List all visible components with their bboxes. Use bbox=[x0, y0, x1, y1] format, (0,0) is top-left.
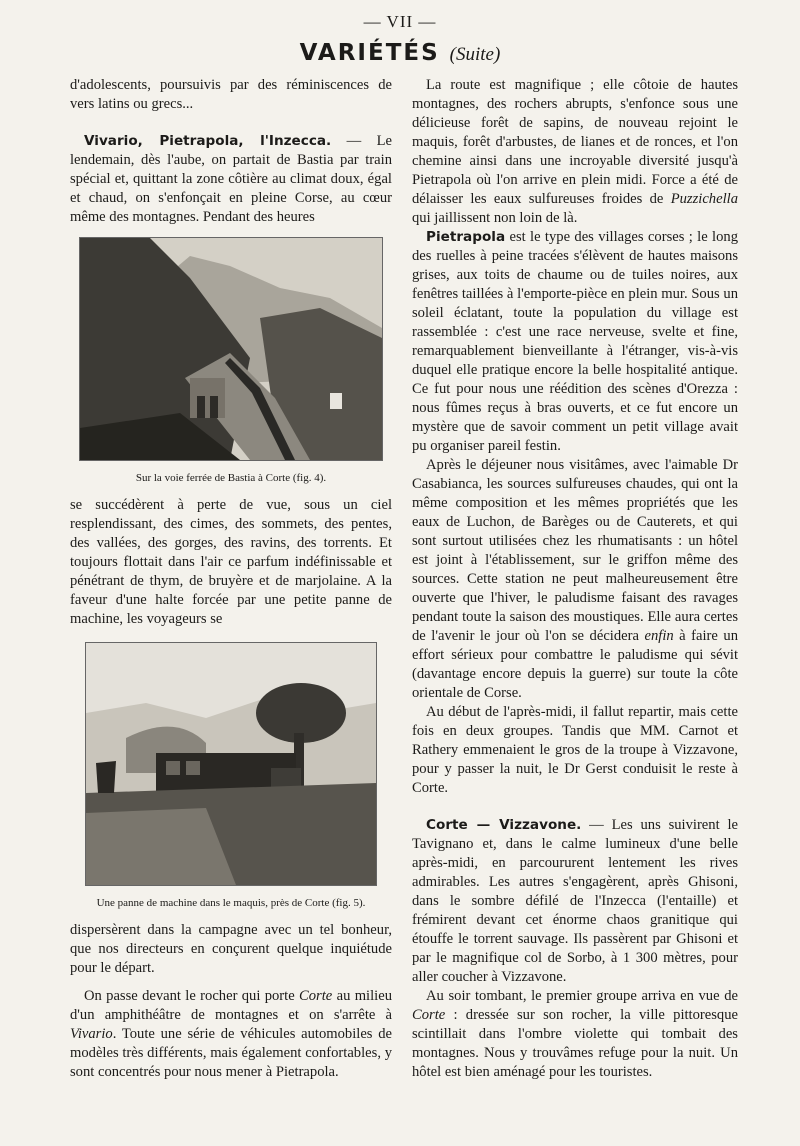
section-title: VARIÉTÉS bbox=[299, 40, 440, 66]
railway-viaduct-illustration bbox=[80, 238, 382, 460]
left-paragraph-2: Vivario, Pietrapola, l'Inzecca. — Le lendemain, dès l'aube, on partait de Bastia par train spécial et, quittant la zone côtière au climat doux, égal et chaud, on s'enfonçait en pleine Corse, au cœur même des montagnes. Pendant des heures bbox=[70, 133, 392, 225]
figure-5-caption: Une panne de machine dans le maquis, près de Corte (fig. 5). bbox=[96, 897, 366, 909]
right-paragraph-1: La route est magnifique ; elle côtoie de hautes montagnes, des rochers abrupts, s'enfonce sous une délicieuse forêt de sapins, de nouveau rejoint le maquis, forêt d'arbustes, de lianes et de ronces, et l'on chemine ainsi dans une incroyable diversité jusqu'à Pietrapola où l'on arrive en plein midi. Force a été de délaisser les eaux sulfureuses froides de Puzzichella qui jaillissent non loin de là. bbox=[412, 77, 738, 226]
left-paragraph-1: d'adolescents, poursuivis par des réminiscences de vers latins ou grecs... bbox=[70, 77, 392, 112]
right-column bbox=[412, 76, 738, 1082]
left-column bbox=[70, 76, 392, 1082]
heading-corte-vizzavone: Corte — Vizzavone. bbox=[426, 817, 582, 833]
heading-pietrapola: Pietrapola bbox=[426, 229, 506, 245]
left-paragraph-3: se succédèrent à perte de vue, sous un ciel resplendissant, des cimes, des sommets, des pentes, des vallées, des gorges, des ravins, des torrents. Et toujours flottait dans l'air ce parfum indéfinissable et pénétrant de thym, de bruyère et de marjolaine. A la faveur d'une halte forcée par une petite panne de machine, les voyageurs se bbox=[70, 497, 392, 627]
left-paragraph-5: On passe devant le rocher qui porte Corte au milieu d'un amphithéâtre de montagnes et on s'arrête à Vivario. Toute une série de véhicules automobiles de modèles très différents, mais également confortables, y sont concentrés pour nous mener à Pietrapola. bbox=[70, 988, 392, 1080]
figure-5-photo bbox=[85, 642, 377, 886]
right-paragraph-6: Au soir tombant, le premier groupe arriva en vue de Corte : dressée sur son rocher, la ville pittoresque scintillait dans l'ombre violette qui tombait des montagnes. Nous y trouvâmes refuge pour la nuit. Un hôtel est bien aménagé pour les touristes. bbox=[412, 988, 738, 1080]
heading-vivario: Vivario, Pietrapola, l'Inzecca. bbox=[84, 133, 332, 149]
section-header bbox=[0, 40, 800, 66]
right-paragraph-2: Pietrapola est le type des villages corses ; le long des ruelles à peine tracées s'élèvent de hautes maisons grises, aux toits de chaume ou de tuiles noires, aux fenêtres taillées à l'emporte-pièce en plein mur. Sous un soleil éclatant, toute la population du village est rassemblée : c'est une race nerveuse, svelte et fine, remarquablement bienveillante à l'étranger, vis-à-vis duquel elle pratique encore la belle hospitalité antique. Ce fut pour nous une réédition des scènes d'Orezza : nous fûmes reçus à bras ouverts, et ce fut encore un mystère que de savoir comment un petit village avait pu organiser pareil festin. bbox=[412, 229, 738, 454]
stopped-train-illustration bbox=[86, 643, 376, 885]
section-subtitle: (Suite) bbox=[449, 44, 501, 65]
left-paragraph-4: dispersèrent dans la campagne avec un tel bonheur, que nos directeurs en conçurent quelque inquiétude pour le départ. bbox=[70, 922, 392, 976]
page-number: — VII — bbox=[363, 12, 437, 31]
figure-4-caption: Sur la voie ferrée de Bastia à Corte (fig. 4). bbox=[135, 472, 327, 484]
figure-4-photo bbox=[79, 237, 383, 461]
right-paragraph-3: Après le déjeuner nous visitâmes, avec l'aimable Dr Casabianca, les sources sulfureuses chaudes, qui ont la même composition et les mêmes propriétés que les eaux de Luchon, de Barèges ou de Cauterets, et qui sont surtout utilisées chez les rhumatisants : un hôtel est joint à l'établissement, sur le griffon même des sources. Cette station ne peut malheureusement être ouverte que l'hiver, le paludisme faisant des ravages pendant toute la saison des moustiques. Elle aura certes de l'avenir le jour où l'on se décidera enfin à faire un effort sérieux pour combattre le paludisme qui sévit (davantage encore depuis la guerre) sur toute la côte orientale de Corse. bbox=[412, 457, 738, 701]
right-paragraph-5: Corte — Vizzavone. — Les uns suivirent le Tavignano et, dans le calme lumineux d'une belle après-midi, en parcoururent lentement les rives admirables. Les autres s'engagèrent, après Ghisoni, dans le sombre défilé de l'Inzecca (l'entaille) et frémirent devant cet énorme chaos granitique qui étouffe le torrent sauvage. Ils passèrent par Ghisoni et par le magnifique col de Sorbo, à 1 300 mètres, pour aller coucher à Vizzavone. bbox=[412, 817, 738, 985]
right-paragraph-4: Au début de l'après-midi, il fallut repartir, mais cette fois en deux groupes. Tandis que MM. Carnot et Rathery emmenaient le gros de la troupe à Vizzavone, pour y passer la nuit, le Dr Gerst conduisit le reste à Corte. bbox=[412, 704, 738, 796]
